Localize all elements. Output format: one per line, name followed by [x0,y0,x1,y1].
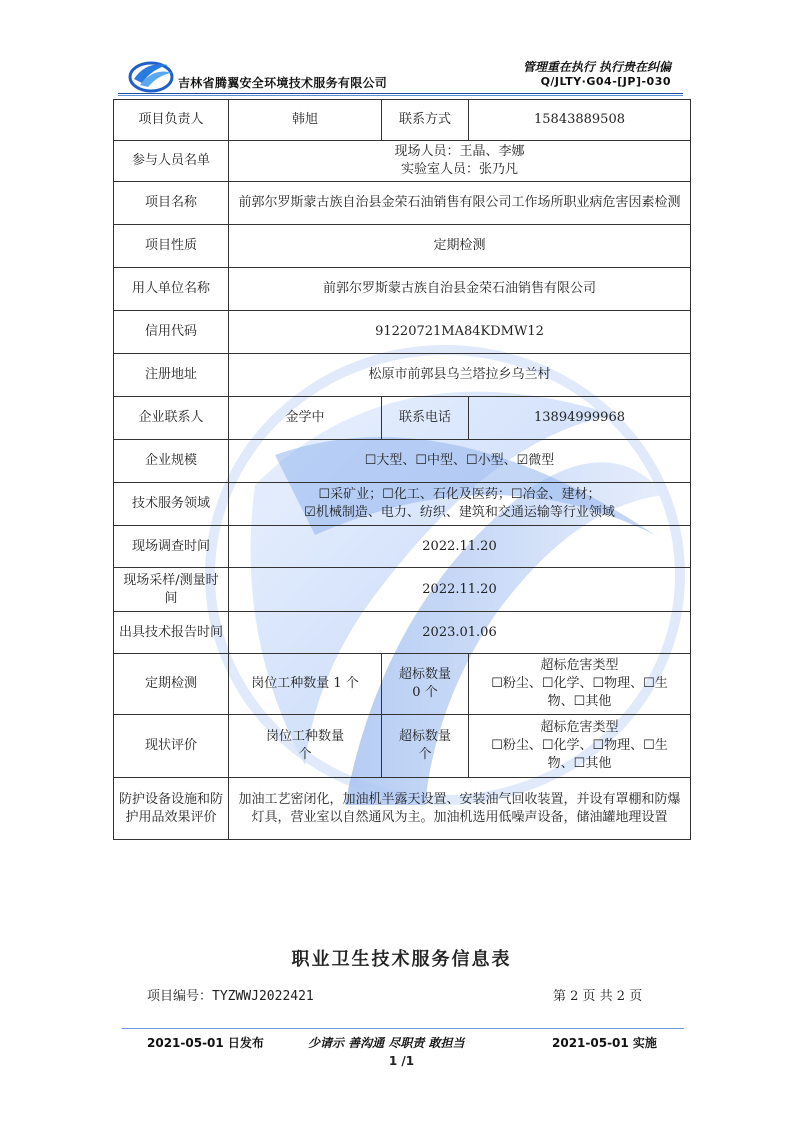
status-exceed-unit: 个 [418,747,432,762]
info-table [113,99,691,840]
table-row [114,654,691,715]
table-row [114,483,691,526]
footer-effective: 2021-05-01 实施 [552,1036,657,1050]
periodic-exceed [382,654,469,715]
document-number: Q/JLTY·G04-[JP]-030 [540,75,671,88]
table-row [114,778,691,840]
table-row [114,311,691,354]
footer-divider [122,1028,684,1029]
members-value [229,141,691,182]
periodic-exceed-title: 超标数量 [398,667,451,682]
employer-value: 前郭尔罗斯蒙古族自治县金荣石油销售有限公司 [229,268,691,311]
leader-label: 项目负责人 [114,100,229,141]
project-name-label: 项目名称 [114,182,229,225]
enterprise-phone-label: 联系电话 [382,397,469,440]
members-line-1: 现场人员：王晶、李娜 [394,144,525,159]
status-hazard-title: 超标危害类型 [540,720,619,735]
status-posts [229,715,382,778]
service-field-line-1: ☐采矿业；☐化工、石化及医药；☐冶金、建材； [318,487,601,502]
header-divider-secondary [118,95,683,96]
table-row [114,715,691,778]
scale-label: 企业规模 [114,440,229,483]
project-number: 项目编号：TYZWWJ2022421 [147,989,314,1004]
header-divider [118,93,683,94]
footer-motto: 少请示 善沟通 尽职责 敢担当 [308,1036,465,1050]
enterprise-contact-value: 金学中 [229,397,382,440]
table-row [114,225,691,268]
periodic-hazard-line-2: 物、☐其他 [547,694,612,709]
service-field-label: 技术服务领域 [114,483,229,526]
status-hazard-line-2: 物、☐其他 [547,756,612,771]
table-row [114,141,691,182]
status-eval-label: 现状评价 [114,715,229,778]
report-time-label: 出具技术报告时间 [114,612,229,654]
page-header [0,0,803,98]
status-hazard [469,715,691,778]
enterprise-contact-label: 企业联系人 [114,397,229,440]
header-slogan: 管理重在执行 执行贵在纠偏 [522,60,671,74]
survey-time-label: 现场调查时间 [114,526,229,568]
periodic-hazard-title: 超标危害类型 [540,658,619,673]
credit-code-value: 91220721MA84KDMW12 [229,311,691,354]
status-exceed [382,715,469,778]
page-info: 第 2 页 共 2 页 [553,989,643,1004]
periodic-exceed-count: 0 个 [412,685,438,700]
project-nature-value: 定期检测 [229,225,691,268]
service-field-line-2: ☑机械制造、电力、纺织、建筑和交通运输等行业领域 [304,505,615,520]
sampling-time-value: 2022.11.20 [229,568,691,612]
page-title: 职业卫生技术服务信息表 [291,949,512,970]
project-nature-label: 项目性质 [114,225,229,268]
table-row [114,354,691,397]
service-field-value [229,483,691,526]
periodic-posts: 岗位工种数量 1 个 [229,654,382,715]
contact-label: 联系方式 [382,100,469,141]
report-time-value: 2023.01.06 [229,612,691,654]
employer-label: 用人单位名称 [114,268,229,311]
periodic-label: 定期检测 [114,654,229,715]
company-logo-icon [128,57,174,93]
status-exceed-title: 超标数量 [398,729,451,744]
protection-label: 防护设备设施和防护用品效果评价 [114,778,229,840]
address-label: 注册地址 [114,354,229,397]
survey-time-value: 2022.11.20 [229,526,691,568]
footer-page-number: 1 /1 [388,1054,415,1068]
table-row [114,612,691,654]
enterprise-phone-value: 13894999968 [469,397,691,440]
members-label: 参与人员名单 [114,141,229,182]
leader-value: 韩旭 [229,100,382,141]
table-row [114,526,691,568]
contact-value: 15843889508 [469,100,691,141]
table-row [114,268,691,311]
sampling-time-label: 现场采样/测量时间 [114,568,229,612]
status-hazard-line-1: ☐粉尘、☐化学、☐物理、☐生 [491,738,668,753]
table-row [114,397,691,440]
address-value: 松原市前郭县乌兰塔拉乡乌兰村 [229,354,691,397]
members-line-2: 实验室人员：张乃凡 [400,162,518,177]
table-row [114,568,691,612]
table-row [114,100,691,141]
company-name: 吉林省腾翼安全环境技术服务有限公司 [178,76,388,90]
footer-published: 2021-05-01 日发布 [147,1036,264,1050]
table-row [114,440,691,483]
status-posts-unit: 个 [298,747,312,762]
status-posts-title: 岗位工种数量 [265,729,344,744]
scale-value: ☐大型、☐中型、☐小型、☑微型 [229,440,691,483]
table-row [114,182,691,225]
project-name-value: 前郭尔罗斯蒙古族自治县金荣石油销售有限公司工作场所职业病危害因素检测 [229,182,691,225]
periodic-hazard-line-1: ☐粉尘、☐化学、☐物理、☐生 [491,676,668,691]
protection-value: 加油工艺密闭化，加油机半露天设置、安装油气回收装置，并设有罩棚和防爆灯具，营业室以自然通风为主。加油机选用低噪声设备，储油罐地理设置 [229,778,691,840]
periodic-hazard [469,654,691,715]
credit-code-label: 信用代码 [114,311,229,354]
